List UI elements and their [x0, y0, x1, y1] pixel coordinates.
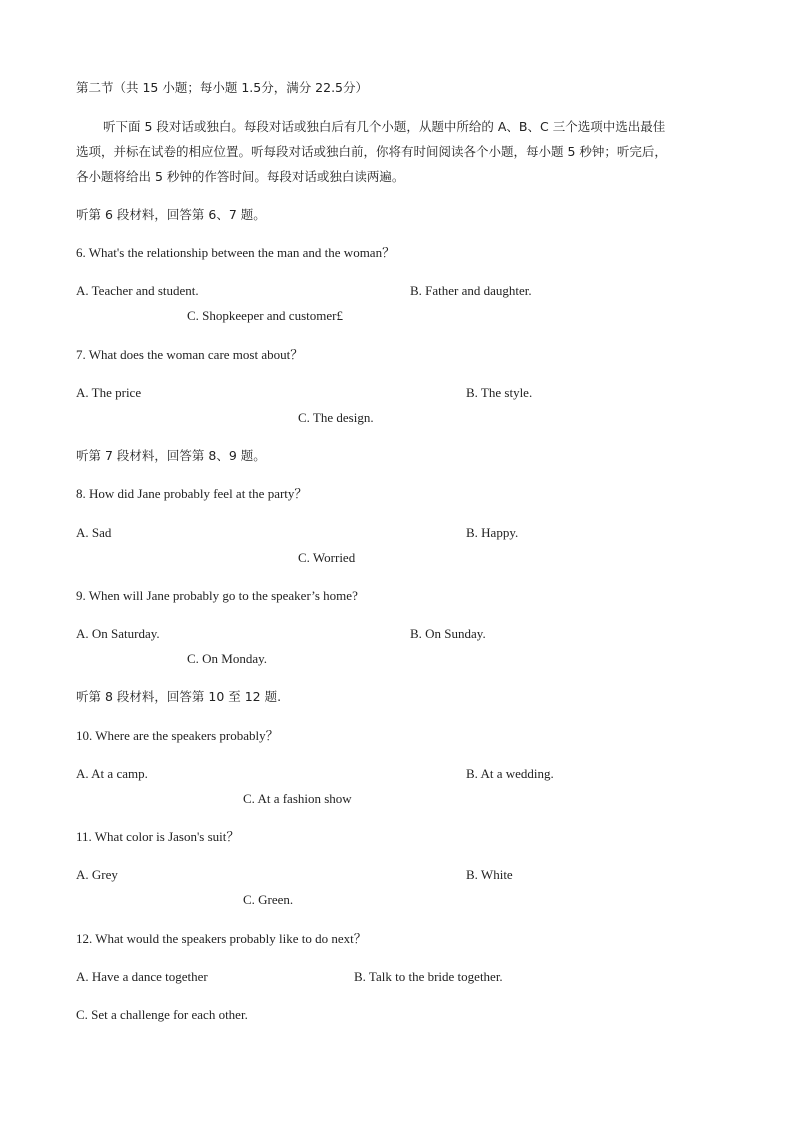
question-6-option-a: A. Teacher and student. — [76, 283, 199, 298]
question-12-option-b: B. Talk to the bride together. — [354, 969, 503, 984]
question-12-option-c: C. Set a challenge for each other. — [76, 1007, 248, 1022]
question-11-option-a: A. Grey — [76, 867, 118, 882]
question-10-stem: 10. Where are the speakers probably？ — [76, 728, 279, 743]
question-8-option-b: B. Happy. — [466, 525, 519, 540]
question-11-option-b: B. White — [466, 867, 513, 882]
question-11-option-c: C. Green. — [243, 892, 294, 907]
question-7-option-c: C. The design. — [298, 410, 374, 425]
instructions-line-2: 选项，并标在试卷的相应位置。听每段对话或独白前，你将有时间阅读各个小题，每小题 5 秒钟；听完后， — [76, 144, 667, 159]
group-intro-8-9: 听第 7 段材料，回答第 8、9 题。 — [76, 448, 266, 463]
question-9-stem: 9. When will Jane probably go to the speaker’s home? — [76, 588, 358, 603]
question-12-option-a: A. Have a dance together — [76, 969, 208, 984]
instructions-line-1: 听下面 5 段对话或独白。每段对话或独白后有几个小题，从题中所给的 A、B、C 三个选项中选出最佳 — [103, 119, 666, 134]
question-10-option-a: A. At a camp. — [76, 766, 148, 781]
question-6-stem: 6. What's the relationship between the man and the woman？ — [76, 245, 396, 260]
question-6-option-b: B. Father and daughter. — [410, 283, 532, 298]
question-8-stem: 8. How did Jane probably feel at the party？ — [76, 486, 308, 501]
question-7-option-b: B. The style. — [466, 385, 533, 400]
question-11-stem: 11. What color is Jason's suit？ — [76, 829, 240, 844]
question-12-stem: 12. What would the speakers probably like to do next？ — [76, 931, 367, 946]
question-9-option-a: A. On Saturday. — [76, 626, 160, 641]
question-7-option-a: A. The price — [76, 385, 142, 400]
group-intro-10-12: 听第 8 段材料，回答第 10 至 12 题. — [76, 689, 282, 704]
question-8-option-c: C. Worried — [298, 550, 356, 565]
question-9-option-c: C. On Monday. — [187, 651, 268, 666]
group-intro-6-7: 听第 6 段材料，回答第 6、7 题。 — [76, 207, 266, 222]
question-6-option-c: C. Shopkeeper and customer£ — [187, 308, 343, 323]
question-7-stem: 7. What does the woman care most about？ — [76, 347, 304, 362]
question-9-option-b: B. On Sunday. — [410, 626, 486, 641]
question-10-option-c: C. At a fashion show — [243, 791, 352, 806]
question-10-option-b: B. At a wedding. — [466, 766, 554, 781]
instructions-line-3: 各小题将给出 5 秒钟的作答时间。每段对话或独白读两遍。 — [76, 169, 405, 184]
section-heading: 第二节（共 15 小题；每小题 1.5分，满分 22.5分） — [76, 80, 369, 95]
question-8-option-a: A. Sad — [76, 525, 112, 540]
